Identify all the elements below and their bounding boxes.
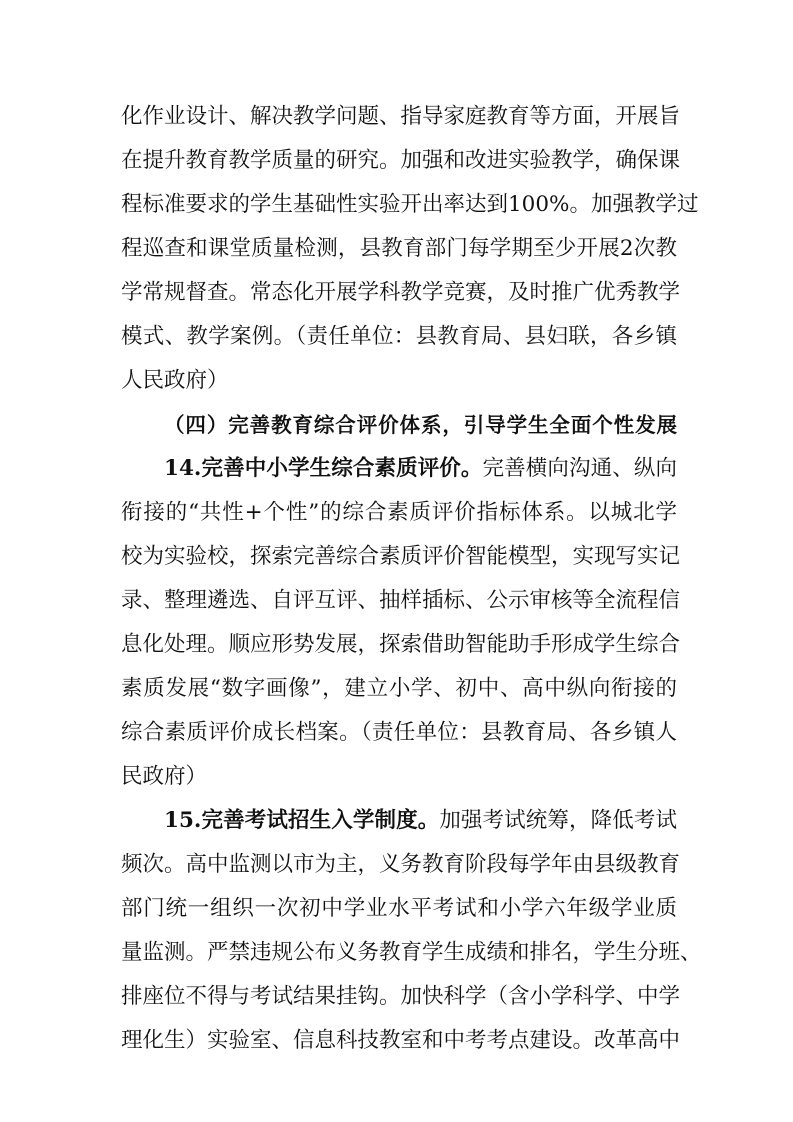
- paragraph-line: 民政府）: [121, 764, 208, 789]
- paragraph-line: 理化生）实验室、信息科技教室和中考考点建设。改革高中: [121, 1028, 681, 1053]
- item-15-title: 15.完善考试招生入学制度。: [164, 808, 440, 833]
- section-heading: （四）完善教育综合评价体系，引导学生全面个性发展: [164, 413, 677, 437]
- paragraph-line: 综合素质评价成长档案。（责任单位：县教育局、各乡镇人: [121, 720, 677, 745]
- paragraph-line: 模式、教学案例。（责任单位：县教育局、县妇联，各乡镇: [121, 324, 677, 349]
- paragraph-line: 排座位不得与考试结果挂钩。加快科学（含小学科学、中学: [121, 984, 681, 1009]
- item-15-first-line: [164, 803, 677, 839]
- paragraph-line: 程巡查和课堂质量检测，县教育部门每学期至少开展2次教: [121, 236, 677, 261]
- paragraph-line: 部门统一组织一次初中学业水平考试和小学六年级学业质: [121, 896, 677, 921]
- item-14-first-line: [164, 451, 677, 487]
- paragraph-line: 校为实验校，探索完善综合素质评价智能模型，实现写实记: [121, 544, 681, 569]
- item-15-text: 加强考试统筹，降低考试: [439, 808, 677, 833]
- paragraph-line: 在提升教育教学质量的研究。加强和改进实验教学，确保课: [121, 148, 681, 173]
- paragraph-line: 量监测。严禁违规公布义务教育学生成绩和排名，学生分班、: [121, 940, 702, 965]
- item-14-text: 完善横向沟通、纵向: [482, 456, 677, 481]
- paragraph-line: 衔接的“共性+个性”的综合素质评价指标体系。以城北学: [121, 500, 677, 525]
- paragraph-line: 学常规督查。常态化开展学科教学竞赛，及时推广优秀教学: [121, 280, 681, 305]
- item-14-title: 14.完善中小学生综合素质评价。: [164, 456, 483, 481]
- paragraph-line: 化作业设计、解决教学问题、指导家庭教育等方面，开展旨: [121, 104, 681, 129]
- paragraph-line: 频次。高中监测以市为主，义务教育阶段每学年由县级教育: [121, 852, 681, 877]
- paragraph-line: 素质发展“数字画像”，建立小学、初中、高中纵向衔接的: [121, 676, 677, 701]
- paragraph-line: 息化处理。顺应形势发展，探索借助智能助手形成学生综合: [121, 632, 681, 657]
- paragraph-line: 录、整理遴选、自评互评、抽样插标、公示审核等全流程信: [121, 588, 681, 613]
- paragraph-line: 程标准要求的学生基础性实验开出率达到100%。加强教学过: [121, 192, 699, 217]
- paragraph-line: 人民政府）: [121, 368, 229, 393]
